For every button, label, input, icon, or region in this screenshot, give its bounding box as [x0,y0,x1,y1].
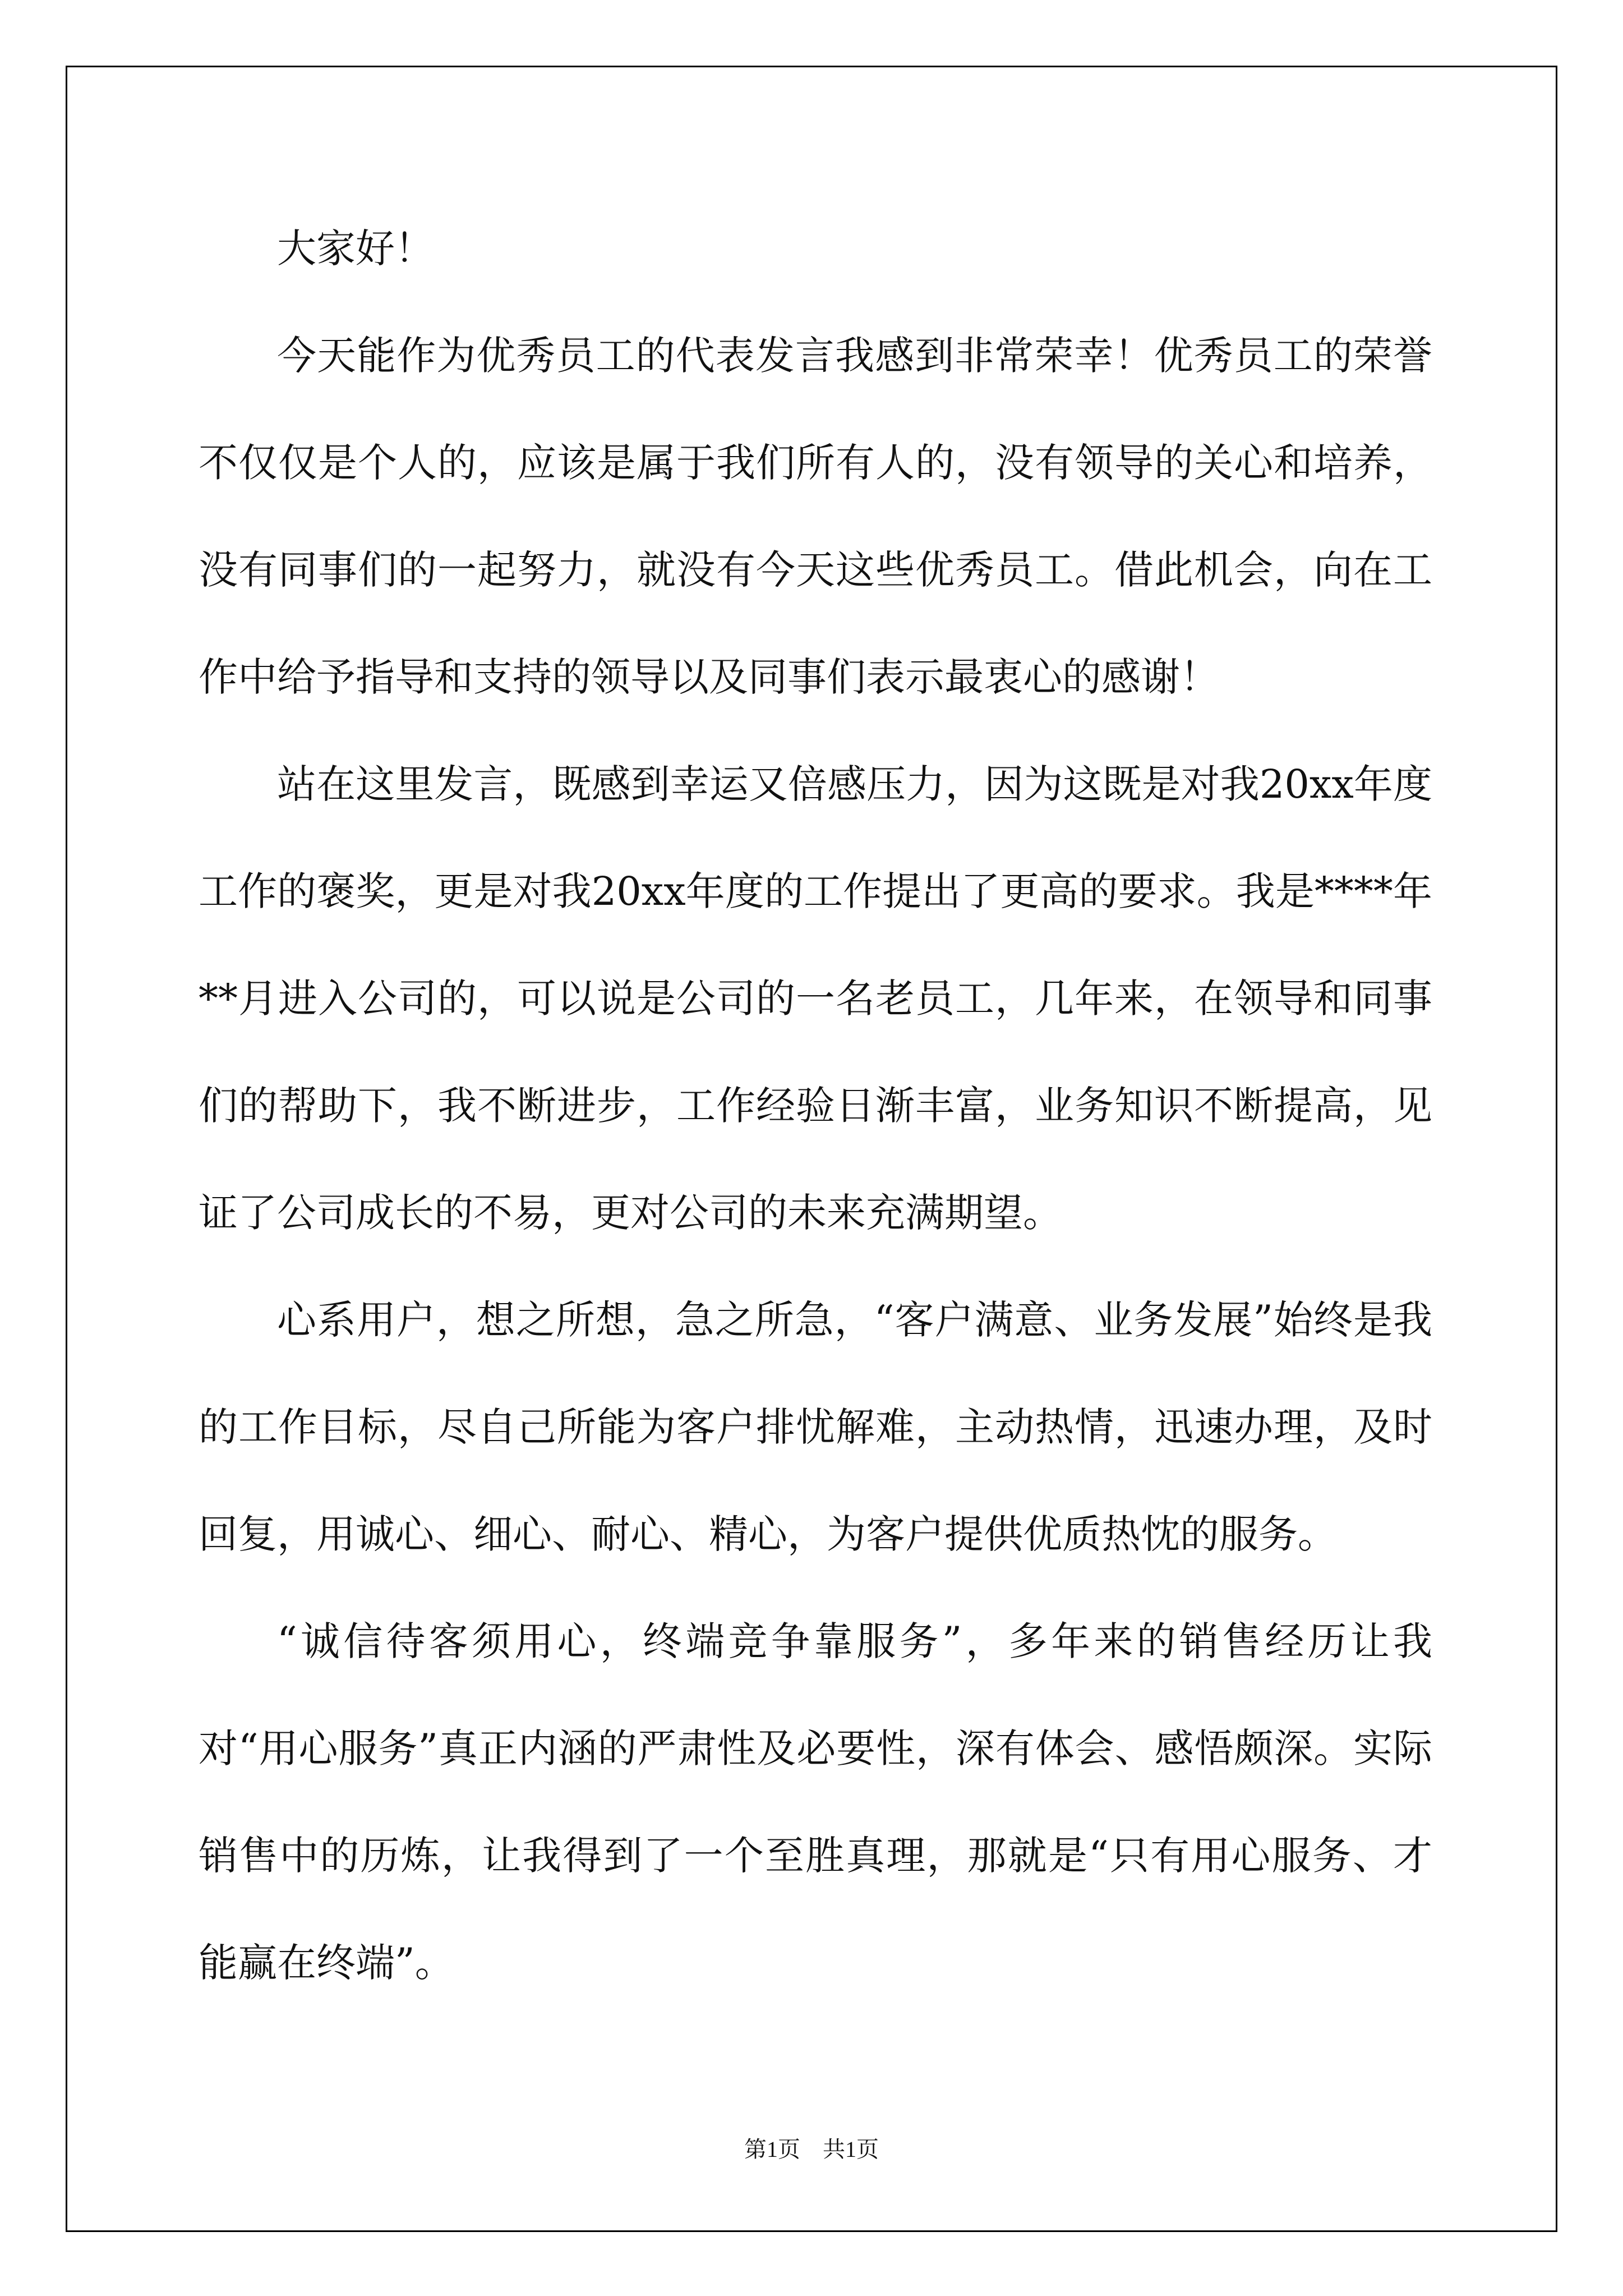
paragraph-1: 今天能作为优秀员工的代表发言我感到非常荣幸！优秀员工的荣誉不仅仅是个人的，应该是属于我们所有人的，没有领导的关心和培养，没有同事们的一起努力，就没有今天这些优秀员工。借此机会，向在工作中给予指导和支持的领导以及同事们表示最衷心的感谢！ [199,333,1432,700]
paragraph-3: 心系用户，想之所想，急之所急，“客户满意、业务发展”始终是我的工作目标，尽自己所能为客户排忧解难，主动热情，迅速办理，及时回复，用诚心、细心、耐心、精心，为客户提供优质热忱的服务。 [199,1297,1432,1557]
paragraph-2: 站在这里发言，既感到幸运又倍感压力，因为这既是对我20xx年度工作的褒奖，更是对我20xx年度的工作提出了更高的要求。我是****年**月进入公司的，可以说是公司的一名老员工，几年来，在领导和同事们的帮助下，我不断进步，工作经验日渐丰富，业务知识不断提高，见证了公司成长的不易，更对公司的未来充满期望。 [199,761,1432,1236]
document-body [199,195,1432,2017]
paragraph-greeting: 大家好！ [277,226,434,272]
page-footer: 第1页 共1页 [744,2137,879,2162]
paragraph-4: “诚信待客须用心，终端竞争靠服务”，多年来的销售经历让我对“用心服务”真正内涵的严肃性及必要性，深有体会、感悟颇深。实际销售中的历炼，让我得到了一个至胜真理，那就是“只有用心服务、才能赢在终端”。 [199,1618,1432,1986]
